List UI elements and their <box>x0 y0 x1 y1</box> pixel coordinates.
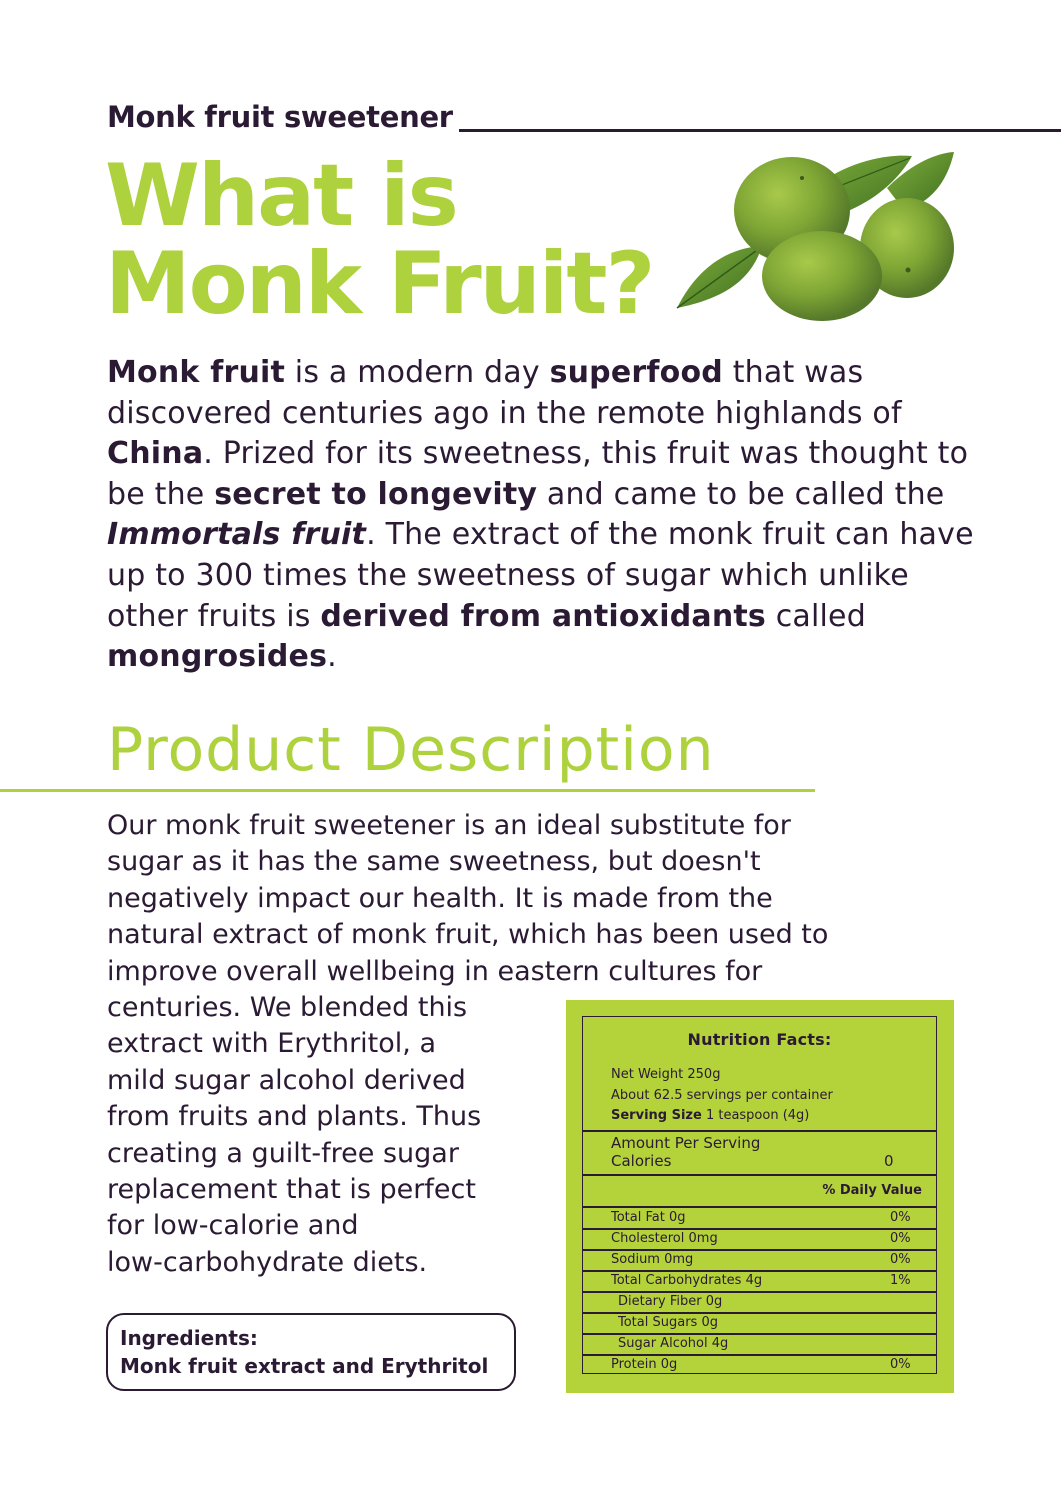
nutrient-label: Total Carbohydrates 4g <box>611 1273 763 1288</box>
table-row <box>583 1228 936 1249</box>
nutrient-label: Total Fat 0g <box>611 1210 686 1225</box>
desc-line: negatively impact our health. It is made from the <box>107 882 773 914</box>
table-row <box>583 1270 936 1291</box>
nutrition-facts-title: Nutrition Facts: <box>687 1030 832 1049</box>
page-title <box>105 146 654 334</box>
nutrient-label: Total Sugars 0g <box>618 1315 718 1330</box>
ingredients-box <box>106 1313 516 1391</box>
nutrient-percent: 0% <box>890 1252 911 1267</box>
page-title-line-2: Monk Fruit? <box>105 234 654 334</box>
desc-line: low-carbohydrate diets. <box>107 1246 428 1278</box>
nutrient-percent: 0% <box>890 1231 911 1246</box>
nutrient-percent: 0% <box>890 1357 911 1372</box>
table-row <box>583 1207 936 1228</box>
intro-italic-immortals: Immortals fruit <box>107 517 367 553</box>
desc-line: centuries. We blended this <box>107 992 468 1024</box>
monk-fruit-illustration <box>672 148 957 323</box>
intro-text: . The extract of the monk fruit can have up to 300 times the sweetness of sugar which unlike other fruits is <box>107 517 974 634</box>
desc-line: extract with Erythritol, a <box>107 1028 436 1060</box>
table-row <box>583 1249 936 1270</box>
desc-line: Our monk fruit sweetener is an ideal substitute for <box>107 810 791 841</box>
nutrient-percent: 0% <box>890 1210 911 1225</box>
intro-bold-china: China <box>107 436 204 472</box>
desc-line: sugar as it has the same sweetness, but doesn't <box>107 846 761 878</box>
desc-line: natural extract of monk fruit, which has been used to <box>107 919 829 951</box>
intro-bold-mongrosides: mongrosides <box>107 639 328 675</box>
intro-text: and came to be called the <box>537 476 945 512</box>
table-divider <box>583 1174 936 1176</box>
serving-size-value: 1 teaspoon (4g) <box>701 1108 810 1123</box>
desc-line: mild sugar alcohol derived <box>107 1064 466 1096</box>
nutrient-label: Sugar Alcohol 4g <box>618 1336 729 1351</box>
product-description-heading: Product Description <box>107 715 715 785</box>
amount-per-serving: Amount Per Serving <box>611 1134 761 1152</box>
calories-value: 0 <box>884 1152 894 1170</box>
nutrition-facts-panel <box>566 1000 954 1393</box>
nutrition-facts-table <box>582 1016 937 1374</box>
serving-size-label: Serving Size <box>611 1108 702 1123</box>
nutrient-label: Cholesterol 0mg <box>611 1231 718 1246</box>
nutrient-percent: 1% <box>890 1273 911 1288</box>
kicker-label: Monk fruit sweetener <box>107 100 453 134</box>
calories-label: Calories <box>611 1152 672 1170</box>
kicker-divider <box>459 129 1061 132</box>
intro-text: is a modern day <box>285 355 550 390</box>
serving-size <box>611 1106 833 1127</box>
intro-text: called <box>765 598 866 634</box>
net-weight: Net Weight 250g <box>611 1067 721 1082</box>
intro-bold-superfood: superfood <box>549 355 723 390</box>
desc-line: improve overall wellbeing in eastern cultures for <box>107 955 763 987</box>
table-row <box>583 1333 936 1354</box>
table-divider <box>583 1130 936 1132</box>
intro-bold-longevity: secret to longevity <box>214 476 538 512</box>
desc-line: from fruits and plants. Thus <box>107 1101 482 1133</box>
intro-paragraph <box>107 353 987 678</box>
daily-value-header: % Daily Value <box>822 1183 922 1198</box>
nutrition-info <box>611 1065 833 1127</box>
desc-line: for low-calorie and <box>107 1210 359 1242</box>
intro-text: that was discovered centuries ago in the remote highlands of <box>107 355 902 431</box>
nutrient-label: Sodium 0mg <box>611 1252 694 1267</box>
nutrient-label: Protein 0g <box>611 1357 678 1372</box>
servings-per-container: About 62.5 servings per container <box>611 1087 833 1103</box>
table-row <box>583 1312 936 1333</box>
intro-text: . Prized for its sweetness, this fruit was thought to be the <box>107 436 969 512</box>
page-title-line-1: What is <box>105 146 457 246</box>
desc-line: replacement that is perfect <box>107 1174 476 1206</box>
intro-bold-monk-fruit: Monk fruit <box>107 355 286 390</box>
intro-bold-antioxidants: derived from antioxidants <box>320 598 766 634</box>
desc-line: creating a guilt-free sugar <box>107 1137 459 1169</box>
intro-text: . <box>327 639 337 675</box>
ingredients-label: Ingredients: <box>120 1326 258 1350</box>
table-row <box>583 1291 936 1312</box>
section-divider <box>0 789 815 792</box>
nutrient-label: Dietary Fiber 0g <box>618 1294 723 1309</box>
ingredients-text: Monk fruit extract and Erythritol <box>120 1354 489 1378</box>
table-row <box>583 1354 936 1375</box>
